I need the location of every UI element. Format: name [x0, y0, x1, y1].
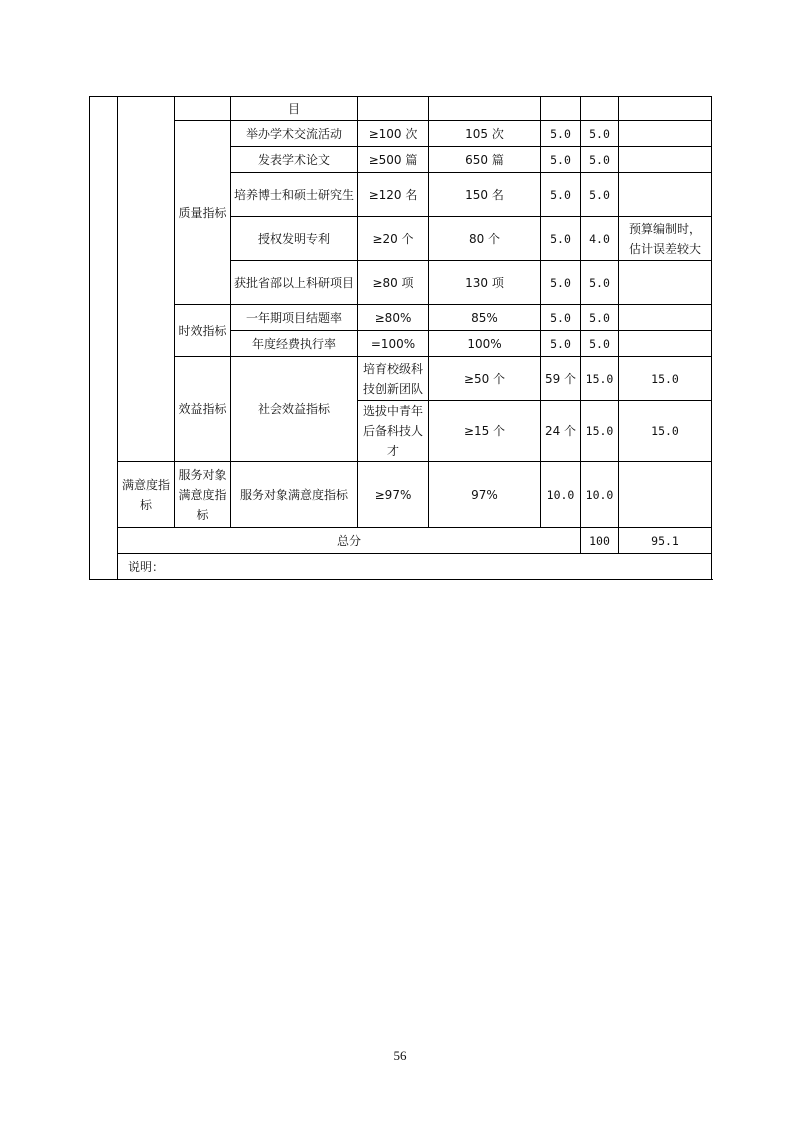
- actual-cell: 97%: [429, 462, 541, 528]
- remark-cell: [619, 261, 712, 305]
- actual-cell: 130 项: [429, 261, 541, 305]
- timeliness-indicator-label: 时效指标: [175, 305, 231, 357]
- actual-cell: 100%: [429, 331, 541, 357]
- indicator-cell: 目: [231, 97, 358, 121]
- table-row: [90, 357, 712, 401]
- target-cell: ≥50 个: [429, 357, 541, 401]
- target-cell: ≥80%: [358, 305, 429, 331]
- social-benefit-label: 社会效益指标: [231, 357, 358, 462]
- total-row: [90, 528, 712, 554]
- indicator-cell: 服务对象满意度指标: [231, 462, 358, 528]
- actual-cell: 59 个: [541, 357, 581, 401]
- total-weight: 100: [581, 528, 619, 554]
- primary-category-cell: [118, 97, 175, 462]
- target-cell: =100%: [358, 331, 429, 357]
- actual-cell: 105 次: [429, 121, 541, 147]
- note-label: 说明：: [118, 554, 712, 580]
- satisfaction-indicator-label: 满意度指标: [118, 462, 175, 528]
- remark-cell: [619, 305, 712, 331]
- remark-cell: 预算编制时，估计误差较大: [619, 217, 712, 261]
- weight-cell: 5.0: [541, 305, 581, 331]
- actual-cell: 150 名: [429, 173, 541, 217]
- target-cell: ≥120 名: [358, 173, 429, 217]
- actual-cell: 650 篇: [429, 147, 541, 173]
- target-cell: ≥20 个: [358, 217, 429, 261]
- weight-cell: 5.0: [541, 147, 581, 173]
- table-row: [90, 121, 712, 147]
- performance-table: [89, 96, 712, 580]
- indicator-cell: 获批省部以上科研项目: [231, 261, 358, 305]
- weight-cell: 5.0: [541, 173, 581, 217]
- remark-cell: [619, 462, 712, 528]
- score-cell: 5.0: [581, 261, 619, 305]
- table-row: [90, 305, 712, 331]
- target-cell: ≥97%: [358, 462, 429, 528]
- score-cell: 5.0: [581, 121, 619, 147]
- score-cell: 5.0: [581, 147, 619, 173]
- weight-cell: 15.0: [581, 357, 619, 401]
- weight-cell: 5.0: [541, 217, 581, 261]
- actual-cell: 85%: [429, 305, 541, 331]
- indicator-cell: 举办学术交流活动: [231, 121, 358, 147]
- weight-cell: 5.0: [541, 261, 581, 305]
- score-cell: 4.0: [581, 217, 619, 261]
- total-score: 95.1: [619, 528, 712, 554]
- indicator-cell: 选拔中青年后备科技人才: [358, 401, 429, 462]
- actual-cell: 80 个: [429, 217, 541, 261]
- target-cell: ≥100 次: [358, 121, 429, 147]
- page-number: 56: [393, 1048, 407, 1063]
- remark-cell: [619, 121, 712, 147]
- score-cell: 5.0: [581, 331, 619, 357]
- weight-cell: 5.0: [541, 331, 581, 357]
- indicator-cell: 年度经费执行率: [231, 331, 358, 357]
- target-cell: ≥15 个: [429, 401, 541, 462]
- remark-cell: [619, 331, 712, 357]
- total-label: 总分: [118, 528, 581, 554]
- score-cell: 15.0: [619, 357, 712, 401]
- weight-cell: 5.0: [541, 121, 581, 147]
- remark-cell: [619, 147, 712, 173]
- outer-category-cell: [90, 97, 118, 580]
- indicator-cell: 培养博士和硕士研究生: [231, 173, 358, 217]
- indicator-cell: 发表学术论文: [231, 147, 358, 173]
- weight-cell: 10.0: [541, 462, 581, 528]
- target-cell: ≥80 项: [358, 261, 429, 305]
- service-satisfaction-label: 服务对象满意度指标: [175, 462, 231, 528]
- score-cell: 5.0: [581, 173, 619, 217]
- indicator-cell: 授权发明专利: [231, 217, 358, 261]
- weight-cell: 15.0: [581, 401, 619, 462]
- score-cell: 5.0: [581, 305, 619, 331]
- actual-cell: 24 个: [541, 401, 581, 462]
- quality-indicator-label: 质量指标: [175, 121, 231, 305]
- indicator-cell: 一年期项目结题率: [231, 305, 358, 331]
- remark-cell: [619, 173, 712, 217]
- benefit-indicator-label: 效益指标: [175, 357, 231, 462]
- note-row: [90, 554, 712, 580]
- secondary-category-cell: [175, 97, 231, 121]
- table-row: [90, 462, 712, 528]
- indicator-cell: 培育校级科技创新团队: [358, 357, 429, 401]
- score-cell: 10.0: [581, 462, 619, 528]
- table-row: [90, 97, 712, 121]
- target-cell: ≥500 篇: [358, 147, 429, 173]
- score-cell: 15.0: [619, 401, 712, 462]
